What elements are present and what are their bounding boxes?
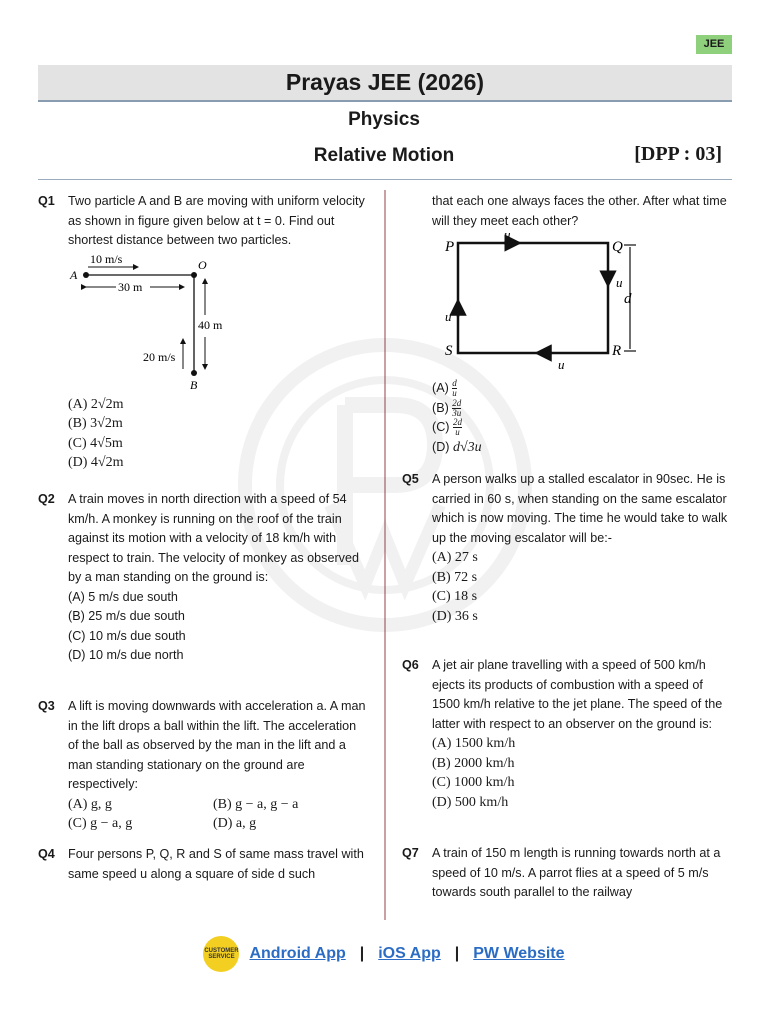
- ios-app-link[interactable]: iOS App: [378, 945, 441, 962]
- dpp-number: [DPP : 03]: [634, 143, 722, 165]
- question-text: A person walks up a stalled escalator in 90sec. He is carried in 60 s, when standing on the same escalator which is now moving. The time he would take to walk up the moving escalator will be:-: [432, 472, 728, 545]
- separator: |: [454, 945, 460, 962]
- question-number: Q4: [38, 847, 55, 861]
- subject-heading: Physics: [348, 109, 420, 130]
- option-a: (A) g, g: [68, 796, 112, 812]
- option-b: (B) 25 m/s due south: [68, 609, 185, 623]
- option-c: (C) 10 m/s due south: [68, 628, 186, 643]
- q1-speed-a: 10 m/s: [90, 252, 123, 266]
- q1-label-a: A: [70, 267, 78, 282]
- question-6: [402, 656, 732, 812]
- question-3: [38, 697, 368, 834]
- question-4-continued: [402, 192, 732, 457]
- question-7: [402, 844, 732, 903]
- option-b: (B) 72 s: [432, 569, 478, 585]
- question-5: [402, 470, 732, 626]
- option-b: (B) $\frac{2d}{3u}$: [432, 397, 462, 418]
- question-4: [38, 845, 368, 884]
- question-2: [38, 490, 368, 666]
- option-b: (B) g − a, g − a: [213, 796, 299, 812]
- option-c: (C) 18 s: [432, 589, 478, 604]
- q1-figure: [68, 253, 268, 395]
- question-text: Four persons P, Q, R and S of same mass travel with same speed u along a square of side d such: [68, 847, 364, 881]
- option-c: (C) $\frac{2d}{u}$: [432, 417, 462, 438]
- question-text: A train moves in north direction with a speed of 54 km/h. A monkey is running on the roof of the train against its motion with a velocity of 18 km/h with respect to train. The velocity of monkey as observed by a man standing on the ground is:: [68, 492, 359, 584]
- question-text: A train of 150 m length is running towards north at a speed of 10 m/s. A parrot flies at a speed of 5 m/s towards south parallel to the railway: [432, 846, 721, 899]
- question-text: A lift is moving downwards with acceleration a. A man in the lift drops a ball within the lift. The acceleration of the ball as observed by the man in the lift and a man standing stationary on the ground are respectively:: [68, 699, 366, 791]
- q4-speed-top: u: [504, 231, 511, 242]
- question-text: Two particle A and B are moving with uniform velocity as shown in figure given below at t = 0. Find out shortest distance between two particles.: [68, 194, 365, 247]
- android-app-link[interactable]: Android App: [249, 945, 346, 962]
- option-d: (D) 500 km/h: [432, 794, 509, 810]
- option-d: (D) 36 s: [432, 608, 478, 624]
- option-a: (A) 1500 km/h: [432, 736, 516, 751]
- q1-dist-ob: 40 m: [198, 317, 223, 332]
- q4-speed-right: u: [616, 275, 623, 290]
- q4-label-q: Q: [612, 239, 623, 255]
- option-a: (A) $\frac{d}{u}$: [432, 378, 457, 399]
- option-d: (D) a, g: [213, 816, 257, 831]
- question-number: Q2: [38, 492, 55, 506]
- option-d: (D) 4√2m: [68, 455, 124, 470]
- q1-label-o: O: [198, 257, 207, 272]
- option-b: (B) 2000 km/h: [432, 755, 515, 771]
- q4-label-p: P: [445, 239, 455, 255]
- footer-links: [0, 936, 768, 972]
- customer-service-icon: CUSTOMER SERVICE: [203, 936, 239, 972]
- option-c: (C) 4√5m: [68, 435, 123, 451]
- q4-side-d: d: [624, 291, 632, 307]
- q4-speed-bottom: u: [558, 357, 565, 372]
- option-a: (A) 2√2m: [68, 396, 124, 412]
- option-c: (C) 1000 km/h: [432, 775, 515, 790]
- q4-label-s: S: [445, 343, 453, 359]
- q1-speed-b: 20 m/s: [143, 349, 176, 364]
- question-number: Q6: [402, 658, 419, 672]
- page-title: Prayas JEE (2026): [38, 65, 732, 102]
- q1-dist-ao: 30 m: [118, 279, 143, 294]
- option-d: (D) 10 m/s due north: [68, 648, 184, 662]
- q4-label-r: R: [612, 343, 622, 359]
- question-number: Q1: [38, 194, 55, 208]
- option-c: (C) g − a, g: [68, 816, 133, 831]
- question-text: A jet air plane travelling with a speed of 500 km/h ejects its products of combustion with a speed of 1500 km/h relative to the jet plane. The speed of the latter with respect to an observer on the ground is:: [432, 658, 723, 731]
- exam-tag: JEE: [696, 35, 732, 54]
- pw-website-link[interactable]: PW Website: [473, 945, 565, 962]
- question-number: Q3: [38, 699, 55, 713]
- q4-speed-left: u: [445, 309, 452, 324]
- option-a: (A) 5 m/s due south: [68, 589, 178, 604]
- separator: |: [359, 945, 365, 962]
- option-d: (D) d√3u: [432, 439, 482, 455]
- option-a: (A) 27 s: [432, 550, 478, 565]
- q4-square-figure: [412, 231, 642, 379]
- question-number: Q5: [402, 472, 419, 486]
- question-text-continued: that each one always faces the other. After what time will they meet each other?: [432, 194, 727, 228]
- question-1: [38, 192, 368, 473]
- option-b: (B) 3√2m: [68, 416, 123, 431]
- question-number: Q7: [402, 846, 419, 860]
- q1-label-b: B: [190, 377, 198, 392]
- header-divider: [38, 179, 732, 180]
- chapter-heading: Relative Motion: [313, 145, 455, 166]
